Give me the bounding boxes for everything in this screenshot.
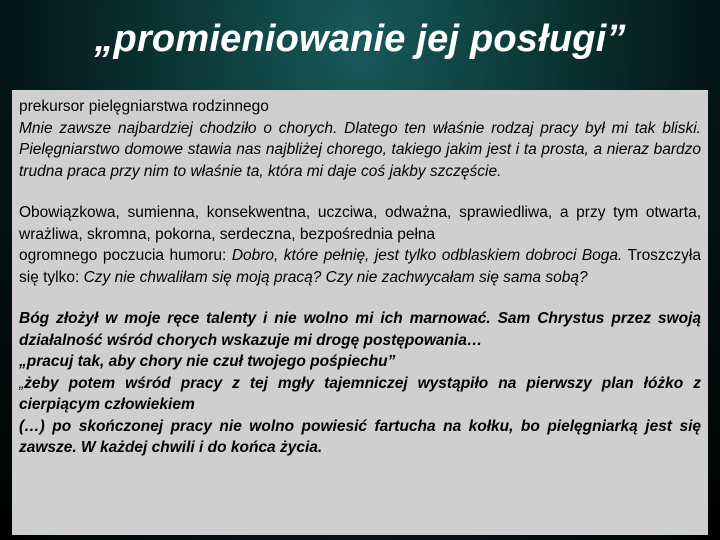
quote-apron: (…) po skończonej pracy nie wolno powiesić fartucha na kołku, bo pielęgniarką jest się zawsze. W każdej chwili i do końca życia.	[19, 417, 701, 456]
paragraph-nursing	[19, 96, 701, 182]
quote-text: Mnie zawsze najbardziej chodziło o chorych. Dlatego ten właśnie rodzaj pracy był mi tak bliski. Pielęgniarstwo domowe stawia nas najbliżej chorego, takiego jakim jest i ta prosta, a nieraz bardzo trudna praca przy nim to właśnie ta, która mi daje coś jakby szczęście.	[19, 119, 701, 180]
quote-hurry: „pracuj tak, aby chory nie czuł twojego pośpiechu”	[19, 353, 396, 370]
mid-text: Troszczyła się tylko:	[19, 247, 702, 286]
paragraph-traits	[19, 202, 701, 288]
slide-title: „promieniowanie jej posługi”	[94, 18, 626, 60]
quote-mark: „	[19, 374, 25, 392]
spacer	[19, 182, 701, 202]
spacer	[19, 288, 701, 308]
paragraph-talents	[19, 308, 701, 459]
talents-text: Bóg złożył w moje ręce talenty i nie wolno mi ich marnować. Sam Chrystus przez swoją działalność wśród chorych wskazuje mi drogę postępowania…	[19, 310, 701, 349]
quote-humility: Czy nie chwaliłam się moją pracą? Czy nie zachwycałam się sama sobą?	[83, 268, 588, 286]
quote-goodness: Dobro, które pełnię, jest tylko odblaskiem dobroci Boga.	[231, 247, 623, 264]
humor-lead-text: ogromnego poczucia humoru:	[19, 247, 232, 264]
content-box	[12, 90, 708, 535]
traits-text: Obowiązkowa, sumienna, konsekwentna, uczciwa, odważna, sprawiedliwa, a przy tym otwarta, wrażliwa, skromna, pokorna, serdeczna, bezpośrednia pełna	[19, 204, 701, 243]
quote-bed: żeby potem wśród pracy z tej mgły tajemniczej wystąpiło na pierwszy plan łóżko z cierpiącym człowiekiem	[19, 374, 701, 413]
heading-text: prekursor pielęgniarstwa rodzinnego	[19, 98, 269, 115]
